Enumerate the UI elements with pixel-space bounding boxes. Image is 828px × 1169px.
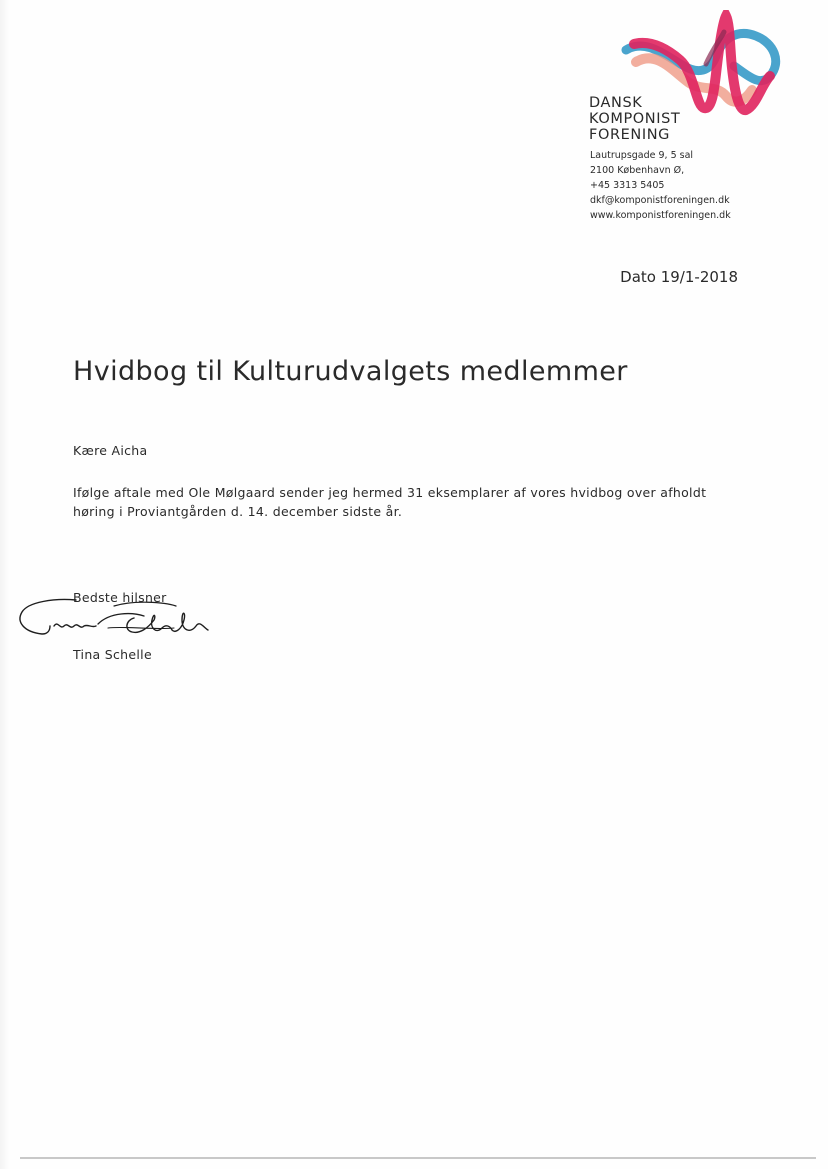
letter-greeting: Kære Aicha (73, 443, 148, 458)
letter-date: Dato 19/1-2018 (620, 268, 738, 286)
letter-body (73, 483, 753, 521)
body-line: Ifølge aftale med Ole Mølgaard sender jeg hermed 31 eksemplarer af vores hvidbog over afholdt (73, 485, 707, 500)
letter-closing: Bedste hilsner (73, 590, 167, 605)
org-address (590, 148, 731, 223)
letter-title: Hvidbog til Kulturudvalgets medlemmer (73, 356, 628, 387)
org-name-line: FORENING (589, 127, 670, 143)
org-name (589, 95, 680, 143)
address-city: 2100 København Ø, (590, 165, 685, 176)
org-name-line: KOMPONIST (589, 111, 681, 127)
address-phone: +45 3313 5405 (590, 180, 665, 191)
scan-bottom-edge (20, 1157, 816, 1159)
handwritten-signature (14, 590, 224, 650)
address-website: www.komponistforeningen.dk (590, 210, 731, 221)
body-line: høring i Proviantgården d. 14. december sidste år. (73, 504, 403, 519)
org-name-line: DANSK (589, 95, 643, 111)
scan-edge-shade (0, 0, 10, 1169)
signer-name: Tina Schelle (73, 647, 152, 662)
address-street: Lautrupsgade 9, 5 sal (590, 150, 694, 161)
address-email: dkf@komponistforeningen.dk (590, 195, 730, 206)
